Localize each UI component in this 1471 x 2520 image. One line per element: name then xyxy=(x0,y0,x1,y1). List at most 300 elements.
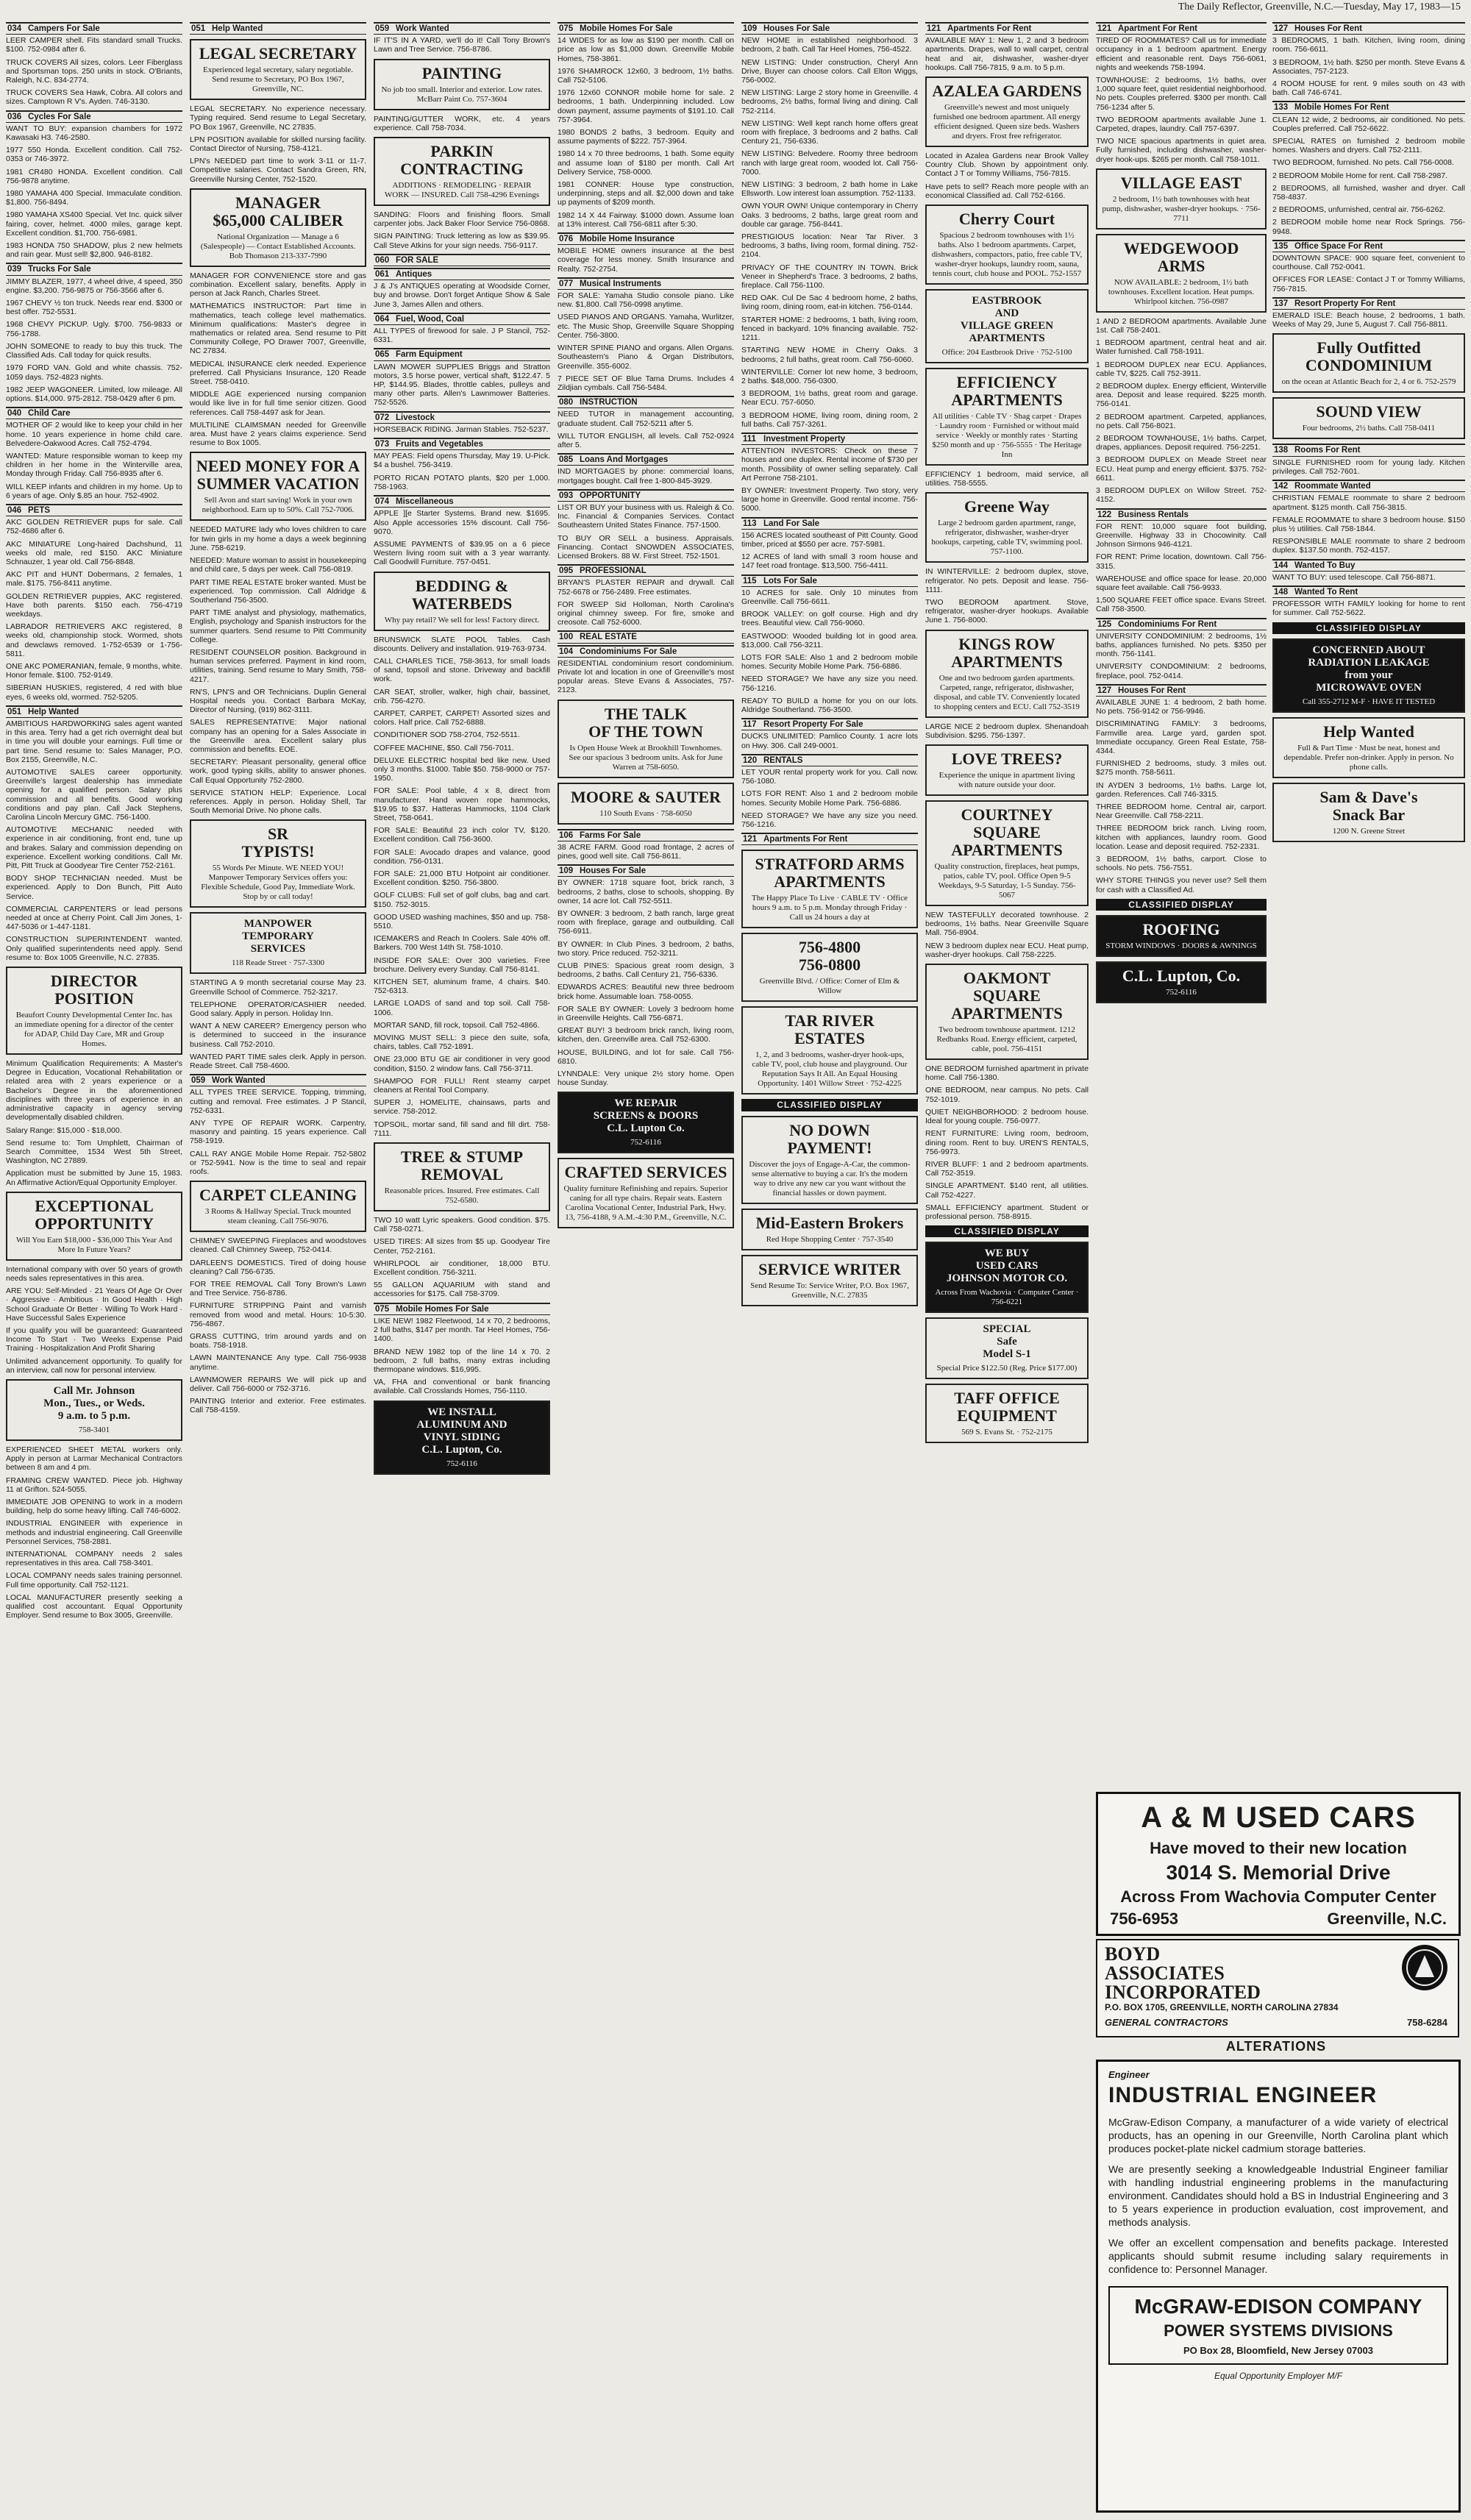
classified-ad: FEMALE ROOMMATE to share 3 bedroom house. $150 plus ½ utilities. Call 758-1844. xyxy=(1272,515,1465,533)
display-ad-headline: NO DOWN PAYMENT! xyxy=(787,1120,872,1157)
classified-ad: FOR RENT: Prime location, downtown. Call 756-3315. xyxy=(1096,552,1267,571)
classified-ad: 1980 BONDS 2 baths, 3 bedroom. Equity and assume payments of $222. 757-3964. xyxy=(558,128,734,146)
classified-ad: INDUSTRIAL ENGINEER with experience in methods and industrial engineering. Call Greenville Personnel Services, 758-2881. xyxy=(6,1519,182,1546)
display-ad-body: No job too small. Interior and exterior. Low rates. McBarr Paint Co. 757-3604 xyxy=(381,85,543,104)
display-ad-headline: $65,000 CALIBER xyxy=(213,210,343,229)
classified-ad: 1980 YAMAHA XS400 Special. Vet Inc. quick silver fairing, cover, helmet. 4000 miles, garage kept. Excellent condition. $1,700. 756-6981. xyxy=(6,210,182,238)
display-ad-headline: CONDOMINIUM xyxy=(1305,356,1433,375)
section-number: 144 xyxy=(1274,560,1289,570)
section-title: Condominiums For Sale xyxy=(580,647,677,656)
section-title: Office Space For Rent xyxy=(1294,241,1383,251)
classified-ad: GOLDEN RETRIEVER puppies, AKC registered. Have both parents. $150 each. 756-4719 weekdays. xyxy=(6,591,182,619)
classified-ad: TO BUY OR SELL a business. Appraisals. Financing. Contact SNOWDEN ASSOCIATES, Licensed Brokers. 88 W. First Street. 752-1501. xyxy=(558,533,734,560)
classified-ad: OFFICES FOR LEASE: Contact J T or Tommy Williams, 756-7815. xyxy=(1272,275,1465,293)
classified-ad: LAWN MAINTENANCE Any type. Call 756-9938 anytime. xyxy=(190,1353,366,1372)
classified-ad: WINTERVILLE: Corner lot new home, 3 bedroom, 2 baths. $48,000. 756-0300. xyxy=(741,367,918,385)
classified-ad: 156 ACRES located southeast of Pitt County. Good timber, priced at $550 per acre. 757-5981. xyxy=(741,530,918,549)
display-ad-body: Red Hope Shopping Center · 757-3540 xyxy=(766,1234,894,1244)
display-ad-box xyxy=(1272,397,1465,439)
section-heading xyxy=(6,407,182,419)
classified-ad: IMMEDIATE JOB OPENING to work in a modern building, help do some heavy lifting. Call 746-6002. xyxy=(6,1497,182,1516)
section-number: 034 xyxy=(7,24,22,33)
classified-ad: BY OWNER: Investment Property. Two story, very large home in Greenville. Good rental income. 756-5000. xyxy=(741,485,918,513)
classified-ad: MOTHER OF 2 would like to keep your child in her home. 10 years experience in home child care. Belvedere-Oakwood Acres. Call 752-4794. xyxy=(6,421,182,448)
section-number: 127 xyxy=(1274,24,1289,33)
display-ad-headline: PARKIN CONTRACTING xyxy=(400,142,524,179)
section-number: 051 xyxy=(7,707,22,716)
classified-ad: NEEDED MATURE lady who loves children to care for twin girls in my home a days a week beginning June. 758-6219. xyxy=(190,525,366,552)
section-heading xyxy=(741,574,918,587)
section-title: Livestock xyxy=(396,413,435,422)
classified-ad: CLUB PINES: Spacious great room design, 3 bedrooms, 2 baths. Call Century 21, 756-6336. xyxy=(558,961,734,980)
section-title: Roommate Wanted xyxy=(1294,482,1371,491)
classified-ad: ALL TYPES TREE SERVICE. Topping, trimming, cutting and removal. Free estimates. J P Stancil, 752-6331. xyxy=(190,1088,366,1115)
classified-display-banner: CLASSIFIED DISPLAY xyxy=(1272,622,1465,634)
section-heading xyxy=(6,22,182,35)
boyd-phone: 758-6284 xyxy=(1407,2017,1447,2028)
display-ad-headline: APARTMENTS xyxy=(969,332,1045,345)
section-number: 138 xyxy=(1274,446,1289,455)
display-ad-headline: WE BUY xyxy=(984,1247,1030,1260)
section-heading xyxy=(1272,480,1465,492)
display-ad-body: Across From Wachovia · Computer Center · 756-6221 xyxy=(935,1288,1079,1307)
section-number: 075 xyxy=(559,24,574,33)
classified-ad: Salary Range: $15,000 - $18,000. xyxy=(6,1125,122,1135)
classified-ad: AUTOMOTIVE SALES career opportunity. Greenville's largest dealership has immediate opening for a qualified person. Salary plus commission and all benefits. Good working conditions and pay plan. Call Jack Stephens, Carolina Lincoln Mercury GMC. 756-1400. xyxy=(6,768,182,822)
classified-ad: JOHN SOMEONE to ready to buy this truck. The Classified Ads. Call today for quick results. xyxy=(6,341,182,360)
classified-ad: LIST OR BUY your business with us. Raleigh & Co. Inc. Financial & Companies Services. Contact Southeastern United States Finance. 757-1500. xyxy=(558,502,734,530)
classified-ad: CONSTRUCTION SUPERINTENDENT wanted. Only qualified superintendents need apply. Send resume to: Box 1005 Greenville, N.C. 27835. xyxy=(6,935,182,962)
classified-ad: BRAND NEW 1982 top of the line 14 x 70. 2 bedroom, 2 full baths, many extras including thermopane windows. $16,995. xyxy=(374,1347,550,1374)
classified-ad: COFFEE MACHINE, $50. Call 756-7011. xyxy=(374,743,514,752)
classified-ad: DELUXE ELECTRIC hospital bed like new. Used only 3 months. $1000. Table $50. 758-9000 or 757-1950. xyxy=(374,755,550,783)
section-number: 127 xyxy=(1097,686,1112,695)
classified-ad: MANAGER FOR CONVENIENCE store and gas combination. Excellent salary, benefits. Apply in person at Jack Ranch, Charles Street. xyxy=(190,271,366,299)
classified-ad: MORTAR SAND, fill rock, topsoil. Call 752-4866. xyxy=(374,1020,540,1030)
classified-ad: 1980 14 x 70 three bedrooms, 1 bath. Some equity and assume loan of $180 per month. Call Art Delivery Service, 758-0000. xyxy=(558,149,734,177)
display-ad-box xyxy=(190,819,366,908)
display-ad-box xyxy=(190,452,366,521)
classified-ad: NEED STORAGE? We have any size you need. 756-1216. xyxy=(741,675,918,693)
classified-ad: PRIVACY OF THE COUNTRY IN TOWN. Brick Veneer in Shepherd's Trace. 3 bedrooms, 2 baths, fireplace. Call 756-1100. xyxy=(741,263,918,291)
classified-ad: RED OAK. Cul De Sac 4 bedroom home, 2 baths, living room, dining room, eat-in kitchen. 756-0144. xyxy=(741,293,918,312)
classified-ad: 1 BEDROOM DUPLEX near ECU. Appliances, cable TV, $225. Call 752-3911. xyxy=(1096,360,1267,378)
classified-ad: RN'S, LPN'S and OR Technicians. Duplin General Hospital needs you. Contact Barbara McKay, Director of Nursing, (919) 862-3111. xyxy=(190,687,366,715)
classified-ad: Application must be submitted by June 15, 1983. An Affirmative Action/Equal Opportunity Employer. xyxy=(6,1169,182,1187)
classified-ad: ONE BEDROOM, near campus. No pets. Call 752-1019. xyxy=(925,1086,1089,1104)
section-title: Wanted To Rent xyxy=(1294,587,1358,597)
display-ad-headline: DIRECTOR POSITION xyxy=(50,972,138,1008)
display-ad-headline: APARTMENTS xyxy=(951,652,1063,671)
classified-ad: LARGE LOADS of sand and top soil. Call 758-1006. xyxy=(374,999,550,1017)
display-ad-headline: LOVE TREES? xyxy=(951,750,1063,769)
section-heading xyxy=(374,411,550,424)
display-ad-box xyxy=(6,967,182,1055)
section-title: Mobile Homes For Rent xyxy=(1294,103,1389,113)
classified-ad: 38 ACRE FARM. Good road frontage, 2 acres of pines, good well site. Call 756-8611. xyxy=(558,842,734,861)
section-title: PROFESSIONAL xyxy=(580,566,647,576)
classified-ad: LET YOUR rental property work for you. Call now. 756-1080. xyxy=(741,768,918,786)
display-ad-headline: CONCERNED ABOUT xyxy=(1312,644,1425,656)
column-7 xyxy=(1096,21,1267,1786)
section-title: Business Rentals xyxy=(1118,510,1189,519)
classified-ad: STARTING A 9 month secretarial course May 23. Greenville School of Commerce. 752-3217. xyxy=(190,978,366,997)
classified-ad: 1982 JEEP WAGONEER. Limited, low mileage. All options. $14,000. 975-2812. 758-0429 after 6 pm. xyxy=(6,385,182,403)
display-ad-body: 118 Reade Street · 757-3300 xyxy=(231,958,325,968)
boyd-label: GENERAL CONTRACTORS xyxy=(1105,2017,1228,2028)
classified-ad: BODY SHOP TECHNICIAN needed. Must be experienced. Apply to Don Bunch, Pitt Auto Service. xyxy=(6,874,182,901)
classified-ad: ONE AKC POMERANIAN, female, 9 months, white. Honor female. $100. 752-9149. xyxy=(6,661,182,680)
boyd-name2: ASSOCIATES xyxy=(1105,1962,1225,1984)
display-ad-box xyxy=(741,850,918,928)
classified-ad: GRASS CUTTING, trim around yards and on boats. 758-1918. xyxy=(190,1332,366,1350)
column-3 xyxy=(374,21,550,2516)
boyd-name3: INCORPORATED xyxy=(1105,1982,1261,2003)
display-ad-box xyxy=(741,1255,918,1306)
classified-ad: 1977 550 Honda. Excellent condition. Call 752-0353 or 746-3972. xyxy=(6,146,182,164)
column-1 xyxy=(6,21,182,2516)
classified-ad: ANY TYPE OF REPAIR WORK. Carpentry, masonry and painting. 15 years experience. Call 758-1919. xyxy=(190,1119,366,1146)
display-ad-headline: 756-0800 xyxy=(798,955,861,975)
classified-ad: EXPERIENCED SHEET METAL workers only. Apply in person at Larmar Mechanical Contractors between 8 am and 4 pm. xyxy=(6,1445,182,1473)
am-line1: Have moved to their new location xyxy=(1150,1839,1407,1857)
am-city: Greenville, N.C. xyxy=(1327,1909,1447,1928)
section-number: 113 xyxy=(743,519,757,528)
display-ad-headline: C.L. Lupton Co. xyxy=(607,1122,685,1135)
classified-ad: KITCHEN SET, aluminum frame, 4 chairs. $40. 752-6313. xyxy=(374,978,550,996)
display-ad-headline: STRATFORD ARMS xyxy=(755,855,905,874)
classified-ad: WILL KEEP infants and children in my home. Up to 6 years of age. Only $.85 an hour. 752-4902. xyxy=(6,482,182,500)
section-title: Fuel, Wood, Coal xyxy=(396,314,465,324)
display-ad-headline: TAR RIVER xyxy=(785,1011,875,1031)
display-ad-box xyxy=(925,744,1089,796)
display-ad-body: National Organization — Manage a 6 (Salespeople) — Contact Established Accounts. Bob Thomason 213-337-7990 xyxy=(200,232,356,260)
section-number: 072 xyxy=(375,413,390,422)
section-number: 100 xyxy=(559,633,574,642)
classified-ad: MEDICAL INSURANCE clerk needed. Experience preferred. Call Physicians Insurance, 120 Reade Street. 758-0410. xyxy=(190,359,366,387)
display-ad-headline: VINYL SIDING xyxy=(423,1431,501,1443)
display-ad-body: Special Price $122.50 (Reg. Price $177.00) xyxy=(936,1364,1078,1373)
display-ad-box xyxy=(741,1116,918,1204)
section-title: Apartments For Rent xyxy=(763,835,848,844)
display-ad-headline: CARPET CLEANING xyxy=(199,1186,357,1205)
section-heading xyxy=(6,504,182,516)
section-title: Fruits and Vegetables xyxy=(396,440,483,449)
boyd-associates-ad xyxy=(1096,1939,1459,2037)
section-heading xyxy=(374,313,550,325)
section-number: 121 xyxy=(927,24,941,33)
classified-ad: LEGAL SECRETARY. No experience necessary. Typing required. Send resume to Legal Secretary, PO Box 1967, Greenville, NC 27835. xyxy=(190,104,366,132)
display-ad-body: 55 Words Per Minute. WE NEED YOU! Manpower Temporary Services offers you: Flexible Schedule, Good Pay, Immediate Work. Stop by or call today! xyxy=(201,864,355,902)
section-number: 142 xyxy=(1274,482,1289,491)
section-number: 117 xyxy=(743,720,757,730)
boyd-name1: BOYD xyxy=(1105,1943,1161,1965)
section-number: 061 xyxy=(375,270,390,280)
display-ad-headline: Greene Way xyxy=(964,497,1050,516)
display-ad-headline: OF THE TOWN xyxy=(588,722,703,741)
display-ad-box xyxy=(6,1379,182,1441)
classified-ad: PAINTING Interior and exterior. Free estimates. Call 758-4159. xyxy=(190,1397,366,1415)
classified-ad: 2 BEDROOM TOWNHOUSE, 1½ baths. Carpet, drapes, appliances. Deposit required. 756-2251. xyxy=(1096,434,1267,452)
classified-ad: 1976 SHAMROCK 12x60, 3 bedroom, 1½ baths. Call 752-5106. xyxy=(558,66,734,85)
classified-ad: READY TO BUILD a home for you on our lots. Aldridge Southerland. 756-3500. xyxy=(741,696,918,714)
display-ad-body: Large 2 bedroom garden apartment, range, refrigerator, dishwasher, washer-dryer hookups, carpeting, cable TV, swimming pool. 757-1100. xyxy=(931,519,1083,557)
section-heading xyxy=(374,268,550,280)
column-4 xyxy=(558,21,734,2516)
classified-ad: 3 BEDROOM, 1½ baths, great room and garage. Near ECU. 757-6050. xyxy=(741,389,918,407)
classified-ad: SINGLE FURNISHED room for young lady. Kitchen privileges. Call 752-7601. xyxy=(1272,458,1465,476)
section-number: 077 xyxy=(559,279,574,288)
classified-display-banner: CLASSIFIED DISPLAY xyxy=(925,1225,1089,1237)
classified-ad: LYNNDALE: Very unique 2½ story home. Open house Sunday. xyxy=(558,1069,734,1088)
section-title: INSTRUCTION xyxy=(580,398,638,407)
classified-ad: WANT TO BUY: used telescope. Call 756-8871. xyxy=(1272,572,1436,582)
section-title: Rooms For Rent xyxy=(1294,446,1361,455)
display-ad-headline: Mon., Tues., or Weds. xyxy=(43,1397,145,1409)
section-title: Loans And Mortgages xyxy=(580,455,669,465)
classified-ad: 1,500 SQUARE FEET office space. Evans Street. Call 758-3500. xyxy=(1096,596,1267,614)
section-heading xyxy=(925,22,1089,35)
display-ad-box xyxy=(190,912,366,974)
section-heading xyxy=(741,517,918,530)
classified-ad: Unlimited advancement opportunity. To qualify for an interview, call now for personal interview. xyxy=(6,1356,182,1375)
display-ad-headline: JOHNSON MOTOR CO. xyxy=(946,1273,1068,1285)
classified-ad: WILL TUTOR ENGLISH, all levels. Call 752-0924 after 5. xyxy=(558,431,734,449)
display-ad-headline: EASTBROOK xyxy=(972,295,1042,307)
classified-ad: THREE BEDROOM home. Central air, carport. Near Greenville. Call 758-2211. xyxy=(1096,802,1267,821)
display-ad-body: 2 bedroom, 1½ bath townhouses with heat pump, dishwasher, washer-dryer hookups. · 756-7711 xyxy=(1102,194,1261,223)
section-heading xyxy=(1272,240,1465,252)
classified-ad: FOR SALE: Yamaha Studio console piano. Like new. $1,800. Call 756-0998 anytime. xyxy=(558,291,734,310)
display-ad-box xyxy=(1272,333,1465,393)
display-ad-box xyxy=(374,59,550,110)
display-ad-headline: SCREENS & DOORS xyxy=(593,1110,699,1122)
classified-ad: PORTO RICAN POTATO plants, $20 per 1,000. 758-1963. xyxy=(374,473,550,491)
display-ad-body: Call 355-2712 M-F · HAVE IT TESTED xyxy=(1302,697,1436,706)
display-ad-body: Quality furniture Refinishing and repairs. Superior caning for all type chairs. Repair seats. Eastern Carolina Vocational Center, Industrial Park, Hwy. 13, 756-4188, 9 A.M.-4:30 P.M., Greenville, N.C. xyxy=(563,1184,728,1222)
display-ad-headline: PAINTING xyxy=(421,63,502,82)
display-ad-box xyxy=(558,700,734,778)
display-ad-headline: 756-4800 xyxy=(798,938,861,957)
classified-ad: JIMMY BLAZER, 1977, 4 wheel drive, 4 speed, 350 engine. $3,200. 756-9875 or 756-3566 after 6. xyxy=(6,277,182,295)
classified-ad: 2 BEDROOM duplex. Energy efficient, Winterville area. Deposit and lease required. $225 month. 756-0141. xyxy=(1096,382,1267,409)
classified-ad: NEW LISTING: Belvedere. Roomy three bedroom ranch with large great room, wooded lot. Call 756-7000. xyxy=(741,149,918,177)
classified-ad: 1980 YAMAHA 400 Special. Immaculate condition. $1,800. 756-8494. xyxy=(6,189,182,207)
classified-display-banner: CLASSIFIED DISPLAY xyxy=(741,1099,918,1111)
classified-ad: Send resume to: Tom Umphlett, Chairman of Search Committee, 1534 West 5th Street, Washington, NC 27889. xyxy=(6,1138,182,1166)
classified-ad: TWO 10 watt Lyric speakers. Good condition. $75. Call 758-0271. xyxy=(374,1216,550,1234)
section-number: 060 xyxy=(375,255,390,265)
display-ad-headline: TEMPORARY xyxy=(242,930,314,943)
classified-ad: EDWARDS ACRES: Beautiful new three bedroom brick home. Assumable loan. 758-0055. xyxy=(558,983,734,1001)
section-heading xyxy=(1272,559,1465,572)
section-heading xyxy=(6,110,182,123)
section-number: 036 xyxy=(7,112,22,121)
section-title: Trucks For Sale xyxy=(28,265,91,274)
display-ad-body: Beaufort County Developmental Center Inc. has an immediate opening for a director of the center for ADAP, Child Day Care, MR and Group Homes. xyxy=(15,1011,174,1049)
engineer-title: INDUSTRIAL ENGINEER xyxy=(1108,2083,1378,2107)
classified-ad: FOR SALE: Pool table, 4 x 8, direct from manufacturer. Hand woven rope hammocks, $19.95 to $37. Hatteras Hammocks, 1104 Clark Street, 758-0641. xyxy=(374,786,550,822)
display-ad-box xyxy=(925,1242,1089,1313)
classified-ad: FOR SWEEP Sid Holloman, North Carolina's original chimney sweep. For fire, smoke and creosote. Call 752-6000. xyxy=(558,599,734,627)
section-number: 046 xyxy=(7,505,22,515)
classified-ad: WAREHOUSE and office space for lease. 20,000 square feet available. Call 756-9933. xyxy=(1096,574,1267,592)
classified-ad: Have pets to sell? Reach more people with an economical Classified ad. Call 752-6166. xyxy=(925,182,1089,200)
display-ad-body: Office: 204 Eastbrook Drive · 752-5100 xyxy=(941,348,1072,357)
classified-ad: 3 BEDROOM DUPLEX on Meade Street near ECU. Heat pump and energy efficient. $375. 752-6611. xyxy=(1096,455,1267,483)
display-ad-body: 110 South Evans · 758-6050 xyxy=(599,808,692,818)
classified-ad: BRUNSWICK SLATE POOL Tables. Cash discounts. Delivery and installation. 919-763-9734. xyxy=(374,635,550,653)
classified-ad: MAY PEAS: Field opens Thursday, May 19. U-Pick. $4 a bushel. 756-3419. xyxy=(374,452,550,470)
display-ad-body: 758-3401 xyxy=(78,1425,110,1434)
section-heading xyxy=(374,348,550,360)
classified-ad: 3 BEDROOM, 1½ baths, carport. Close to schools. No pets. 756-7551. xyxy=(1096,855,1267,873)
classified-ad: NEW LISTING: 3 bedroom, 2 bath home in Lake Ellsworth. Low interest loan assumption. 752-1133. xyxy=(741,180,918,199)
column-5 xyxy=(741,21,918,2516)
display-ad-box xyxy=(925,368,1089,466)
section-number: 137 xyxy=(1274,299,1289,308)
boyd-logo-icon xyxy=(1402,1945,1447,1990)
classified-ad: IN AYDEN 3 bedrooms, 1½ baths. Large lot, garden. References. Call 746-3315. xyxy=(1096,780,1267,799)
section-title: Wanted To Buy xyxy=(1294,560,1356,570)
display-ad-body: ADDITIONS · REMODELING · REPAIR WORK — INSURED. Call 758-4296 Evenings xyxy=(384,181,540,200)
engineer-p1: McGraw-Edison Company, a manufacturer of a wide variety of electrical products, has an opening in our Greenville, North Carolina plant which produces pocket-plate nickel cadmium storage batteries. xyxy=(1108,2116,1448,2154)
section-heading xyxy=(741,754,918,766)
display-ad-box xyxy=(925,1317,1089,1379)
classified-ad: 2 BEDROOM apartment. Carpeted, appliances, no pets. Call 756-8021. xyxy=(1096,412,1267,430)
classified-ad: BROOK VALLEY: on golf course. High and dry trees. Beautiful view. Call 756-9060. xyxy=(741,610,918,628)
section-title: Apartment For Rent xyxy=(1118,24,1197,33)
classified-ad: 1967 CHEVY ½ ton truck. Needs rear end. $300 or best offer. 752-5531. xyxy=(6,299,182,317)
display-ad-box xyxy=(925,492,1089,563)
display-ad-box xyxy=(558,783,734,825)
section-title: REAL ESTATE xyxy=(580,633,637,642)
display-ad-headline: MANAGER xyxy=(235,193,321,212)
section-number: 121 xyxy=(1097,24,1112,33)
section-heading xyxy=(558,232,734,245)
classified-ad: RENT FURNITURE: Living room, bedroom, dining room. Rent to buy. UREN'S RENTALS, 756-9973. xyxy=(925,1129,1089,1156)
classified-ad: AUTOMOTIVE MECHANIC needed with experience in air conditioning, front end, tune up and brakes. Salary and commission depending on experience. Excellent working conditions. Call Mr. Pitt, Pitt Truck at Goodyear Tire Center 752-2161. xyxy=(6,825,182,871)
classified-ad: MATHEMATICS INSTRUCTOR: Part time in mathematics, teach college level mathematics. Minimum qualifications: Master's degree in mathematics or related area. Send resume to Pitt Community College, PO Drawer 7007, Greenville, NC 27834. xyxy=(190,302,366,356)
classified-ad: SANDING: Floors and finishing floors. Small carpenter jobs. Jack Baker Floor Service 756-0868. xyxy=(374,210,550,229)
running-head: The Daily Reflector, Greenville, N.C.—Tuesday, May 17, 1983—15 xyxy=(1178,1,1461,13)
classified-ad: HOUSE, BUILDING, and lot for sale. Call 756-6810. xyxy=(558,1047,734,1066)
classified-ad: EMERALD ISLE: Beach house, 2 bedrooms, 1 bath. Weeks of May 29, June 5, August 7. Call 756-8811. xyxy=(1272,311,1465,330)
classified-ad: TELEPHONE OPERATOR/CASHIER needed. Good salary. Apply in person. Holiday Inn. xyxy=(190,1000,366,1018)
display-ad-box xyxy=(925,204,1089,285)
classified-ad: SINGLE APARTMENT. $140 rent, all utilities. Call 752-4227. xyxy=(925,1181,1089,1200)
section-heading xyxy=(558,630,734,643)
section-heading xyxy=(558,829,734,841)
display-ad-box xyxy=(741,1006,918,1095)
classified-ad: GREAT BUY! 3 bedroom brick ranch, living room, kitchen, den. Greenville area. Call 752-6300. xyxy=(558,1026,734,1044)
section-title: Help Wanted xyxy=(212,24,263,33)
display-ad-headline: LEGAL SECRETARY xyxy=(199,44,357,63)
classified-ad: 1979 FORD VAN. Gold and white chassis. 752-1059 days. 752-4823 nights. xyxy=(6,363,182,382)
classified-ad: HORSEBACK RIDING. Jarman Stables. 752-5237. xyxy=(374,424,549,434)
section-title: Miscellaneous xyxy=(396,497,454,507)
section-title: Houses For Sale xyxy=(763,24,830,33)
classified-ad: LOTS FOR RENT: Also 1 and 2 bedroom mobile homes. Security Mobile Home Park. 756-6886. xyxy=(741,789,918,808)
classified-ad: 1981 CR480 HONDA. Excellent condition. Call 756-9878 anytime. xyxy=(6,167,182,185)
display-ad-box xyxy=(558,1158,734,1228)
section-title: OPPORTUNITY xyxy=(580,491,641,500)
masthead xyxy=(0,0,1471,13)
display-ad-body: Will You Earn $18,000 - $36,000 This Year And More In Future Years? xyxy=(15,1235,173,1254)
classified-ad: Minimum Qualification Requirements: A Master's Degree in Education, Vocational Rehabilitation or related area with 2 years experience or a Bachelor's Degree in the aforementioned disciplines with three years of experience in an administrative capacity in agency serving developmentally disabled children. xyxy=(6,1059,182,1122)
classified-ad: VA, FHA and conventional or bank financing available. Call Crosslands Homes, 756-1110. xyxy=(374,1378,550,1396)
classified-ad: AKC MINIATURE Long-haired Dachshund, 11 weeks old male, red $150. AKC Miniature Schnauzer, 1 year old. Call 756-8848. xyxy=(6,539,182,566)
classified-ad: CALL RAY ANGE Mobile Home Repair. 752-5802 or 752-5941. Now is the time to seal and repair roofs. xyxy=(190,1149,366,1177)
classified-ad: RESIDENT COUNSELOR position. Background in human services preferred. Payment in kind room, utilities, training. Send resume to Mary Smith, 758-4217. xyxy=(190,647,366,684)
section-heading xyxy=(1096,684,1267,697)
display-ad-headline: AND xyxy=(994,307,1019,320)
section-title: Land For Sale xyxy=(763,519,820,528)
classified-ad: ASSUME PAYMENTS of $39.95 on a 6 piece Western living room suit with a 3 year warranty. Call Goodwill Furniture. 757-0451. xyxy=(374,539,550,567)
boyd-address: P.O. BOX 1705, GREENVILLE, NORTH CAROLINA 27834 xyxy=(1105,2002,1339,2012)
classified-ad: ICEMAKERS and Reach In Coolers. Sale 40% off. Barkers. 700 West 14th St. 758-1010. xyxy=(374,934,550,953)
section-heading xyxy=(558,396,734,408)
section-number: 106 xyxy=(559,830,574,840)
display-ad-headline: USED CARS xyxy=(975,1260,1039,1273)
section-title: Apartments For Rent xyxy=(947,24,1032,33)
classified-ad: DOWNTOWN SPACE: 900 square feet, convenient to courthouse. Call 752-0041. xyxy=(1272,254,1465,272)
display-ad-headline: from your xyxy=(1344,669,1393,681)
classified-ad: FURNISHED 2 bedrooms, study. 3 miles out. $275 month. 758-5611. xyxy=(1096,759,1267,777)
classified-ad: TRUCK COVERS All sizes, colors. Leer Fiberglass and Sportsman tops. 250 units in stock. O'Briants, Raleigh, N.C. 834-2774. xyxy=(6,57,182,85)
section-number: 075 xyxy=(375,1304,390,1314)
classified-ad: MIDDLE AGE experienced nursing companion would like live in for full time senior citizen. Good references. Call 758-4497 ask for Jean. xyxy=(190,390,366,417)
display-ad-headline: 9 a.m. to 5 p.m. xyxy=(57,1409,131,1422)
display-ad-headline: Snack Bar xyxy=(1332,805,1406,824)
classified-ad: NEW TASTEFULLY decorated townhouse. 2 bedrooms, 1½ baths. Near Greenville Square Mall. 756-8904. xyxy=(925,911,1089,938)
section-heading xyxy=(558,645,734,658)
classified-ad: ONE BEDROOM furnished apartment in private home. Call 756-1380. xyxy=(925,1064,1089,1083)
section-heading xyxy=(1272,297,1465,310)
classified-ad: AKC GOLDEN RETRIEVER pups for sale. Call 752-4686 after 6. xyxy=(6,518,182,536)
column-6 xyxy=(925,21,1089,2516)
display-ad-headline: WE REPAIR xyxy=(614,1097,677,1110)
display-ad-box xyxy=(190,1181,366,1232)
display-ad-headline: APARTMENTS xyxy=(951,1004,1063,1023)
section-heading xyxy=(374,1303,550,1315)
classified-ad: AVAILABLE MAY 1: New 1, 2 and 3 bedroom apartments. Drapes, wall to wall carpet, central heat and air, dishwasher, washer-dryer hookups. Call 756-7815, 9 a.m. to 5 p.m. xyxy=(925,36,1089,72)
display-ad-body: Quality construction, fireplaces, heat pumps, patios, cable TV, pool. Office Open 9-5 Weekdays, 9-5 Saturday, 1-5 Sunday. 756-5067 xyxy=(934,862,1080,900)
display-ad-box xyxy=(925,964,1089,1060)
classified-ad: FRAMING CREW WANTED. Piece job. Highway 11 at Grifton. 524-5055. xyxy=(6,1476,182,1494)
classified-ad: TIRED OF ROOMMATES? Call us for immediate occupancy in a 1 bedroom apartment. Energy efficient and reasonable rent. Days 756-6061, nights and weekends 758-1994. xyxy=(1096,36,1267,72)
section-heading xyxy=(374,254,550,266)
classified-ad: 2 BEDROOM mobile home near Rock Springs. 756-9948. xyxy=(1272,218,1465,236)
display-ad-body: Sell Avon and start saving! Work in your own neighborhood. Earn up to 50%. Call 752-7006. xyxy=(202,496,355,515)
classified-ad: TOPSOIL, mortar sand, fill sand and fill dirt. 758-7111. xyxy=(374,1120,550,1138)
section-title: Houses For Sale xyxy=(580,866,647,876)
classified-ad: WANT A NEW CAREER? Emergency person who is determined to succeed in the insurance business. Call 752-2010. xyxy=(190,1022,366,1049)
display-ad-box xyxy=(925,1384,1089,1443)
classified-ad: 7 PIECE SET OF Blue Tama Drums. Includes 4 Zildjian cymbals. Call 756-5484. xyxy=(558,374,734,392)
section-heading xyxy=(1272,101,1465,113)
display-ad-body: One and two bedroom garden apartments. Carpeted, range, refrigerator, dishwasher, disposal, and cable TV. Conveniently located to shopping centers and ECU. Call 752-3519 xyxy=(933,673,1080,711)
classified-ad: 4 ROOM HOUSE for rent. 9 miles south on 43 with bath. Call 746-6741. xyxy=(1272,79,1465,98)
display-ad-headline: ALUMINUM AND xyxy=(416,1418,507,1431)
section-number: 085 xyxy=(559,455,574,465)
engineer-eoe: Equal Opportunity Employer M/F xyxy=(1214,2371,1343,2381)
classified-ad: USED TIRES: All sizes from $5 up. Goodyear Tire Center, 752-2161. xyxy=(374,1237,550,1256)
classified-ad: WHY STORE THINGS you never use? Sell them for cash with a Classified Ad. xyxy=(1096,876,1267,894)
classified-ad: QUIET NEIGHBORHOOD: 2 bedroom house. Ideal for young couple. 756-0977. xyxy=(925,1107,1089,1126)
classified-ad: CONDITIONER SOD 758-2704, 752-5511. xyxy=(374,730,520,740)
display-ad-box xyxy=(190,39,366,100)
